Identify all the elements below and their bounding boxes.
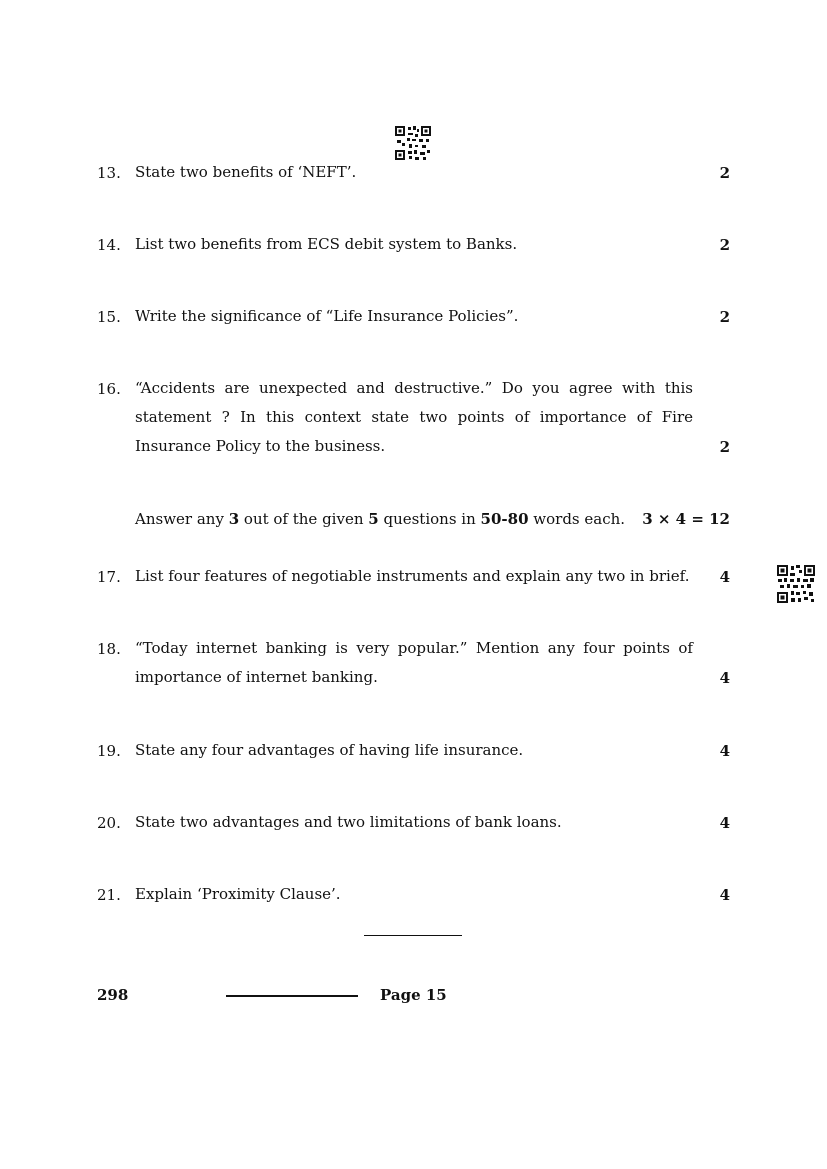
question-text: Write the significance of “Life Insurance Policies”. [135, 307, 519, 325]
question-number: 17. [97, 568, 121, 586]
question-marks: 4 [719, 568, 730, 586]
question-text: Explain ‘Proximity Clause’. [135, 885, 341, 903]
question-marks: 2 [719, 236, 730, 254]
page-number: Page 15 [380, 986, 447, 1004]
question-text-line: “Accidents are unexpected and destructive.” Do you agree with this [135, 379, 693, 397]
question-marks: 2 [719, 308, 730, 326]
question-number: 13. [97, 164, 121, 182]
question-text-line: statement ? In this context state two points of importance of Fire [135, 408, 693, 426]
question-marks: 2 [719, 164, 730, 182]
instruction-text: Answer any 3 out of the given 5 questions in 50-80 words each. [135, 510, 626, 528]
end-divider [364, 935, 462, 936]
question-marks: 2 [719, 438, 730, 456]
question-text-line: Insurance Policy to the business. [135, 437, 386, 455]
side-qr-code-icon [777, 565, 815, 603]
top-qr-code-icon [395, 126, 431, 160]
paper-code: 298 [97, 986, 129, 1004]
question-text: State two advantages and two limitations of bank loans. [135, 813, 562, 831]
question-number: 16. [97, 380, 121, 398]
section-marks: 3 × 4 = 12 [642, 510, 730, 528]
question-text: State two benefits of ‘NEFT’. [135, 163, 357, 181]
question-number: 14. [97, 236, 121, 254]
question-number: 18. [97, 640, 121, 658]
question-number: 21. [97, 886, 121, 904]
question-text-line: importance of internet banking. [135, 668, 378, 686]
footer-divider [226, 995, 358, 997]
question-text: State any four advantages of having life insurance. [135, 741, 524, 759]
question-text: List two benefits from ECS debit system to Banks. [135, 235, 518, 253]
question-text: List four features of negotiable instruments and explain any two in brief. [135, 567, 690, 585]
question-number: 19. [97, 742, 121, 760]
question-marks: 4 [719, 669, 730, 687]
question-number: 20. [97, 814, 121, 832]
question-number: 15. [97, 308, 121, 326]
question-marks: 4 [719, 886, 730, 904]
question-text-line: “Today internet banking is very popular.” Mention any four points of [135, 639, 693, 657]
question-marks: 4 [719, 814, 730, 832]
question-marks: 4 [719, 742, 730, 760]
